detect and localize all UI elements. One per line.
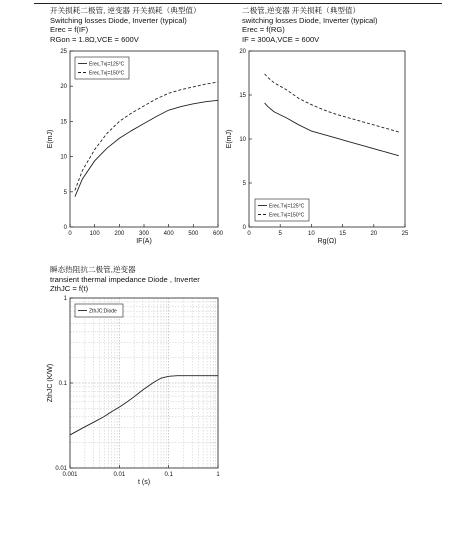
chart-3-y-tick-label: 0.01 <box>55 466 67 472</box>
chart-3-x-axis-label: t (s) <box>137 479 151 486</box>
chart-1-formula: Erec = f(IF) <box>50 25 89 35</box>
chart-1-x-tick-label: 100 <box>89 231 100 237</box>
chart-2-x-tick-label: 10 <box>308 231 315 237</box>
chart-3-x-tick-label: 0.1 <box>164 472 173 478</box>
chart-3-x-tick-label: 0.01 <box>113 472 126 478</box>
chart-1-x-tick-label: 200 <box>114 231 125 237</box>
chart-1-series-1-line <box>75 100 218 196</box>
chart-2-title-cn: 二极管,逆变器 开关损耗（典型值） <box>242 6 361 15</box>
chart-1-y-tick-label: 5 <box>63 189 67 196</box>
chart-3-y-axis-label: ZthJC (K/W) <box>47 363 54 403</box>
chart-3-title-cn: 瞬态热阻抗二极管,逆变器 <box>50 265 136 274</box>
chart-1-x-tick-label: 0 <box>68 231 72 237</box>
chart-2-x-tick-label: 20 <box>370 231 378 237</box>
chart-1-title-cn: 开关损耗二极管, 逆变器 开关损耗（典型值） <box>50 6 201 15</box>
chart-2-x-tick-label: 5 <box>278 231 282 237</box>
chart-1-y-tick-label: 20 <box>60 84 67 91</box>
chart-1-x-tick-label: 300 <box>138 231 150 237</box>
chart-1-y-axis-label: E(mJ) <box>47 129 54 149</box>
chart-2-x-axis-label: Rg(Ω) <box>317 238 337 245</box>
chart-2-y-tick-label: 15 <box>239 93 246 99</box>
chart-2-series-2-line <box>265 74 399 132</box>
chart-2-x-tick-label: 15 <box>339 231 346 237</box>
chart-1-legend-label-2: Erec,Tvj=150°C <box>89 70 125 77</box>
chart-2-y-tick-label: 0 <box>242 225 246 231</box>
chart-1-x-axis-label: IF(A) <box>136 238 152 245</box>
chart-2-formula: Erec = f(RG) <box>242 25 285 35</box>
chart-2-x-tick-label: 25 <box>401 231 409 237</box>
chart-3-y-tick-label: 0.1 <box>58 381 67 387</box>
chart-1-title-en: Switching losses Diode, Inverter (typical) <box>50 15 187 25</box>
chart-3-series-1-line <box>70 376 218 435</box>
chart-2-y-tick-label: 5 <box>242 181 246 187</box>
chart-1-x-tick-label: 400 <box>163 231 174 237</box>
chart-3-y-tick-label: 1 <box>63 296 67 302</box>
chart-2-legend-label-1: Erec,Tvj=125°C <box>269 203 305 210</box>
chart-3-title-en: transient thermal impedance Diode , Inverter <box>50 274 200 284</box>
chart-1-y-tick-label: 10 <box>60 154 67 161</box>
chart-1-y-tick-label: 0 <box>63 225 67 231</box>
chart-1-x-tick-label: 600 <box>212 231 224 237</box>
chart-2-x-tick-label: 0 <box>247 231 251 237</box>
chart-1-y-tick-label: 15 <box>60 119 67 126</box>
chart-1-conditions: RGon = 1.8Ω,VCE = 600V <box>50 34 139 44</box>
chart-3-x-tick-label: 0.001 <box>62 472 78 478</box>
chart-2-y-axis-label: E(mJ) <box>226 129 233 149</box>
chart-2-title-en: switching losses Diode, Inverter (typical) <box>242 15 378 25</box>
chart-2-y-tick-label: 10 <box>239 137 246 143</box>
chart-1-y-tick-label: 25 <box>60 49 67 55</box>
chart-3-legend-label-1: ZthJC:Diode <box>89 308 117 315</box>
chart-2-y-tick-label: 20 <box>239 49 246 55</box>
chart-1-series-2-line <box>75 82 218 190</box>
chart-2-conditions: IF = 300A,VCE = 600V <box>242 34 320 44</box>
chart-1-legend-label-1: Erec,Tvj=125°C <box>89 61 125 68</box>
chart-2-legend-label-2: Erec,Tvj=150°C <box>269 212 305 219</box>
chart-3-x-tick-label: 1 <box>216 472 220 478</box>
chart-3-formula: ZthJC = f(t) <box>50 284 89 294</box>
chart-2-series-1-line <box>265 103 399 156</box>
chart-1-x-tick-label: 500 <box>188 231 199 237</box>
